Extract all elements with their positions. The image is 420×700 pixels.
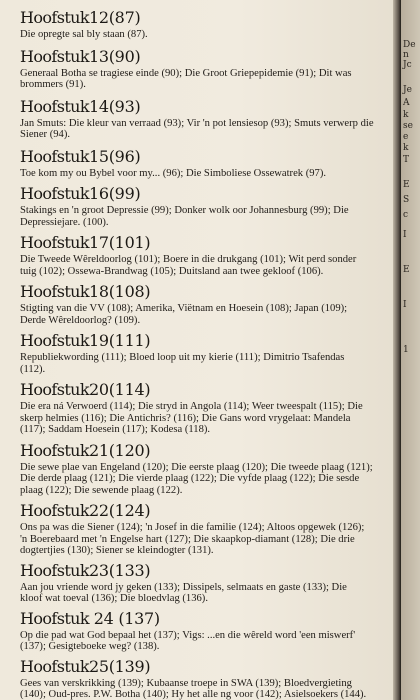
facing-page-fragment: S xyxy=(403,195,410,205)
toc-entry xyxy=(20,184,392,228)
chapter-title: Hoofstuk xyxy=(20,656,89,676)
toc-entry xyxy=(20,441,392,497)
chapter-heading xyxy=(20,282,392,302)
chapter-contents: Aan jou vriende word jy geken (133); Dissipels, selmaats en gaste (133); Die kloof wat toeval (136); Die bloedvlag (136). xyxy=(20,581,347,604)
chapter-number: 12(87) xyxy=(88,8,141,27)
facing-page-fragment: De xyxy=(403,40,416,50)
chapter-title: Hoofstuk xyxy=(20,501,89,520)
chapter-title: Hoofstuk xyxy=(20,184,89,203)
toc-entry xyxy=(20,501,392,557)
chapter-number: 20(114) xyxy=(88,380,151,399)
chapter-contents: Die Tweede Wêreldoorlog (101); Boere in die drukgang (101); Wit perd sonder tuig (102); Ossewa-Brandwag (105); Duitsland aan twee gekloof (106). xyxy=(20,254,357,277)
toc-entry xyxy=(20,97,392,141)
toc-entry xyxy=(20,147,392,180)
chapter-number: 15(96) xyxy=(88,146,141,166)
facing-page-fragment: Je xyxy=(403,85,412,95)
chapter-title: Hoofstuk xyxy=(20,96,89,116)
chapter-number: 21(120) xyxy=(88,440,151,460)
facing-page-fragment: Jc xyxy=(403,60,412,70)
chapter-heading xyxy=(20,380,392,400)
chapter-heading xyxy=(20,147,392,167)
facing-page-fragment: E xyxy=(403,180,410,190)
chapter-contents: Op die pad wat God bepaal het (137); Vigs: ...en die wêreld word 'een miswerf' (137); Gesigteboeke weg? (138). xyxy=(20,629,356,652)
chapter-contents: Gees van verskrikking (139); Kubaanse troepe in SWA (139); Bloedvergieting (140); Oud-pres. P.W. Botha (140); Hy het alle ng voor (142); Asielsoekers (144). xyxy=(20,677,367,700)
chapter-title: Hoofstuk xyxy=(20,380,89,399)
toc-entry xyxy=(20,331,392,375)
facing-page-fragment: T xyxy=(403,155,410,165)
chapter-contents: Die opregte sal bly staan (87). xyxy=(20,29,148,40)
chapter-heading xyxy=(20,8,392,28)
chapter-heading xyxy=(20,97,392,117)
chapter-title: Hoofstuk xyxy=(20,46,89,66)
chapter-title: Hoofstuk xyxy=(20,233,89,252)
chapter-contents: Toe kom my ou Bybel voor my... (96); Die Simboliese Ossewatrek (97). xyxy=(20,167,327,179)
facing-page-fragment: k xyxy=(403,143,409,153)
chapter-number: 18(108) xyxy=(88,282,151,301)
facing-page-fragment: se xyxy=(403,121,413,131)
chapter-number: 17(101) xyxy=(88,233,151,252)
facing-page-fragment: k xyxy=(403,110,409,120)
toc-entry xyxy=(20,609,392,653)
chapter-number: 19(111) xyxy=(88,331,151,350)
chapter-contents: Die sewe plae van Engeland (120); Die eerste plaag (120); Die tweede plaag (121); Die derde plaag (121); Die vierde plaag (122); Die vyfde plaag (122); Die sesde plaag (122); Die sewende plaag (122). xyxy=(20,461,373,496)
facing-page-fragment: c xyxy=(403,210,409,220)
chapter-heading xyxy=(20,657,392,677)
chapter-number: 16(99) xyxy=(88,184,141,203)
facing-page-fragment: E xyxy=(403,265,410,275)
toc-entry xyxy=(20,561,392,605)
chapter-contents: Stakings en 'n groot Depressie (99); Donker wolk oor Johannesburg (99); Die Depressiejare. (100). xyxy=(20,205,349,228)
chapter-number: 14(93) xyxy=(88,96,141,116)
chapter-number: 24 (137) xyxy=(88,608,160,628)
toc-entry xyxy=(20,233,392,277)
chapter-title: Hoofstuk xyxy=(20,560,89,580)
chapter-number: 23(133) xyxy=(88,560,151,580)
chapter-contents: Ons pa was die Siener (124); 'n Josef in die familie (124); Altoos opgewek (126); 'n Boerebaard met 'n Engelse hart (127); Die skaapkop-diamant (128); Die drie dogtertjies (130); Siener se kleindogter (131). xyxy=(20,522,365,556)
table-of-contents xyxy=(20,8,392,700)
chapter-heading xyxy=(20,609,392,629)
chapter-number: 22(124) xyxy=(88,501,151,520)
toc-entry xyxy=(20,8,392,41)
chapter-contents: Jan Smuts: Die kleur van verraad (93); Vir 'n pot lensiesop (93); Smuts verwerp die Siener (94). xyxy=(20,117,374,140)
chapter-number: 13(90) xyxy=(88,46,141,66)
chapter-heading xyxy=(20,233,392,253)
chapter-title: Hoofstuk xyxy=(20,608,89,628)
chapter-heading xyxy=(20,47,392,67)
chapter-heading xyxy=(20,441,392,461)
facing-page-fragment: I xyxy=(403,300,407,310)
toc-entry xyxy=(20,47,392,91)
toc-entry xyxy=(20,282,392,326)
chapter-contents: Republiekwording (111); Bloed loop uit my kierie (111); Dimitrio Tsafendas (112). xyxy=(20,352,345,375)
facing-page-fragment: e xyxy=(403,132,409,142)
chapter-title: Hoofstuk xyxy=(20,440,89,460)
chapter-title: Hoofstuk xyxy=(20,8,89,27)
toc-entry xyxy=(20,657,392,700)
chapter-title: Hoofstuk xyxy=(20,146,89,166)
chapter-heading xyxy=(20,501,392,521)
chapter-contents: Stigting van die VV (108); Amerika, Viëtnam en Hoesein (108); Japan (109); Derde Wêreldoorlog? (109). xyxy=(20,303,348,326)
toc-entry xyxy=(20,380,392,436)
facing-page-fragment: 1 xyxy=(403,345,409,355)
chapter-contents: Generaal Botha se tragiese einde (90); Die Groot Griepepidemie (91); Dit was brommers (91). xyxy=(20,67,352,90)
chapter-heading xyxy=(20,561,392,581)
book-gutter xyxy=(393,0,401,700)
chapter-heading xyxy=(20,331,392,351)
facing-page-edge xyxy=(401,0,420,700)
chapter-number: 25(139) xyxy=(88,656,151,676)
chapter-heading xyxy=(20,184,392,204)
chapter-title: Hoofstuk xyxy=(20,331,89,350)
facing-page-fragment: I xyxy=(403,230,407,240)
chapter-contents: Die era ná Verwoerd (114); Die stryd in Angola (114); Weer tweespalt (115); Die skerp helmies (116); Die Antichris? (116); Die Gans word vrygelaat: Mandela (117); Saddam Hoesein (117); Kodesa (118). xyxy=(20,401,363,435)
chapter-title: Hoofstuk xyxy=(20,282,89,301)
facing-page-fragment: n xyxy=(403,50,409,60)
facing-page-fragment: A xyxy=(403,98,410,108)
